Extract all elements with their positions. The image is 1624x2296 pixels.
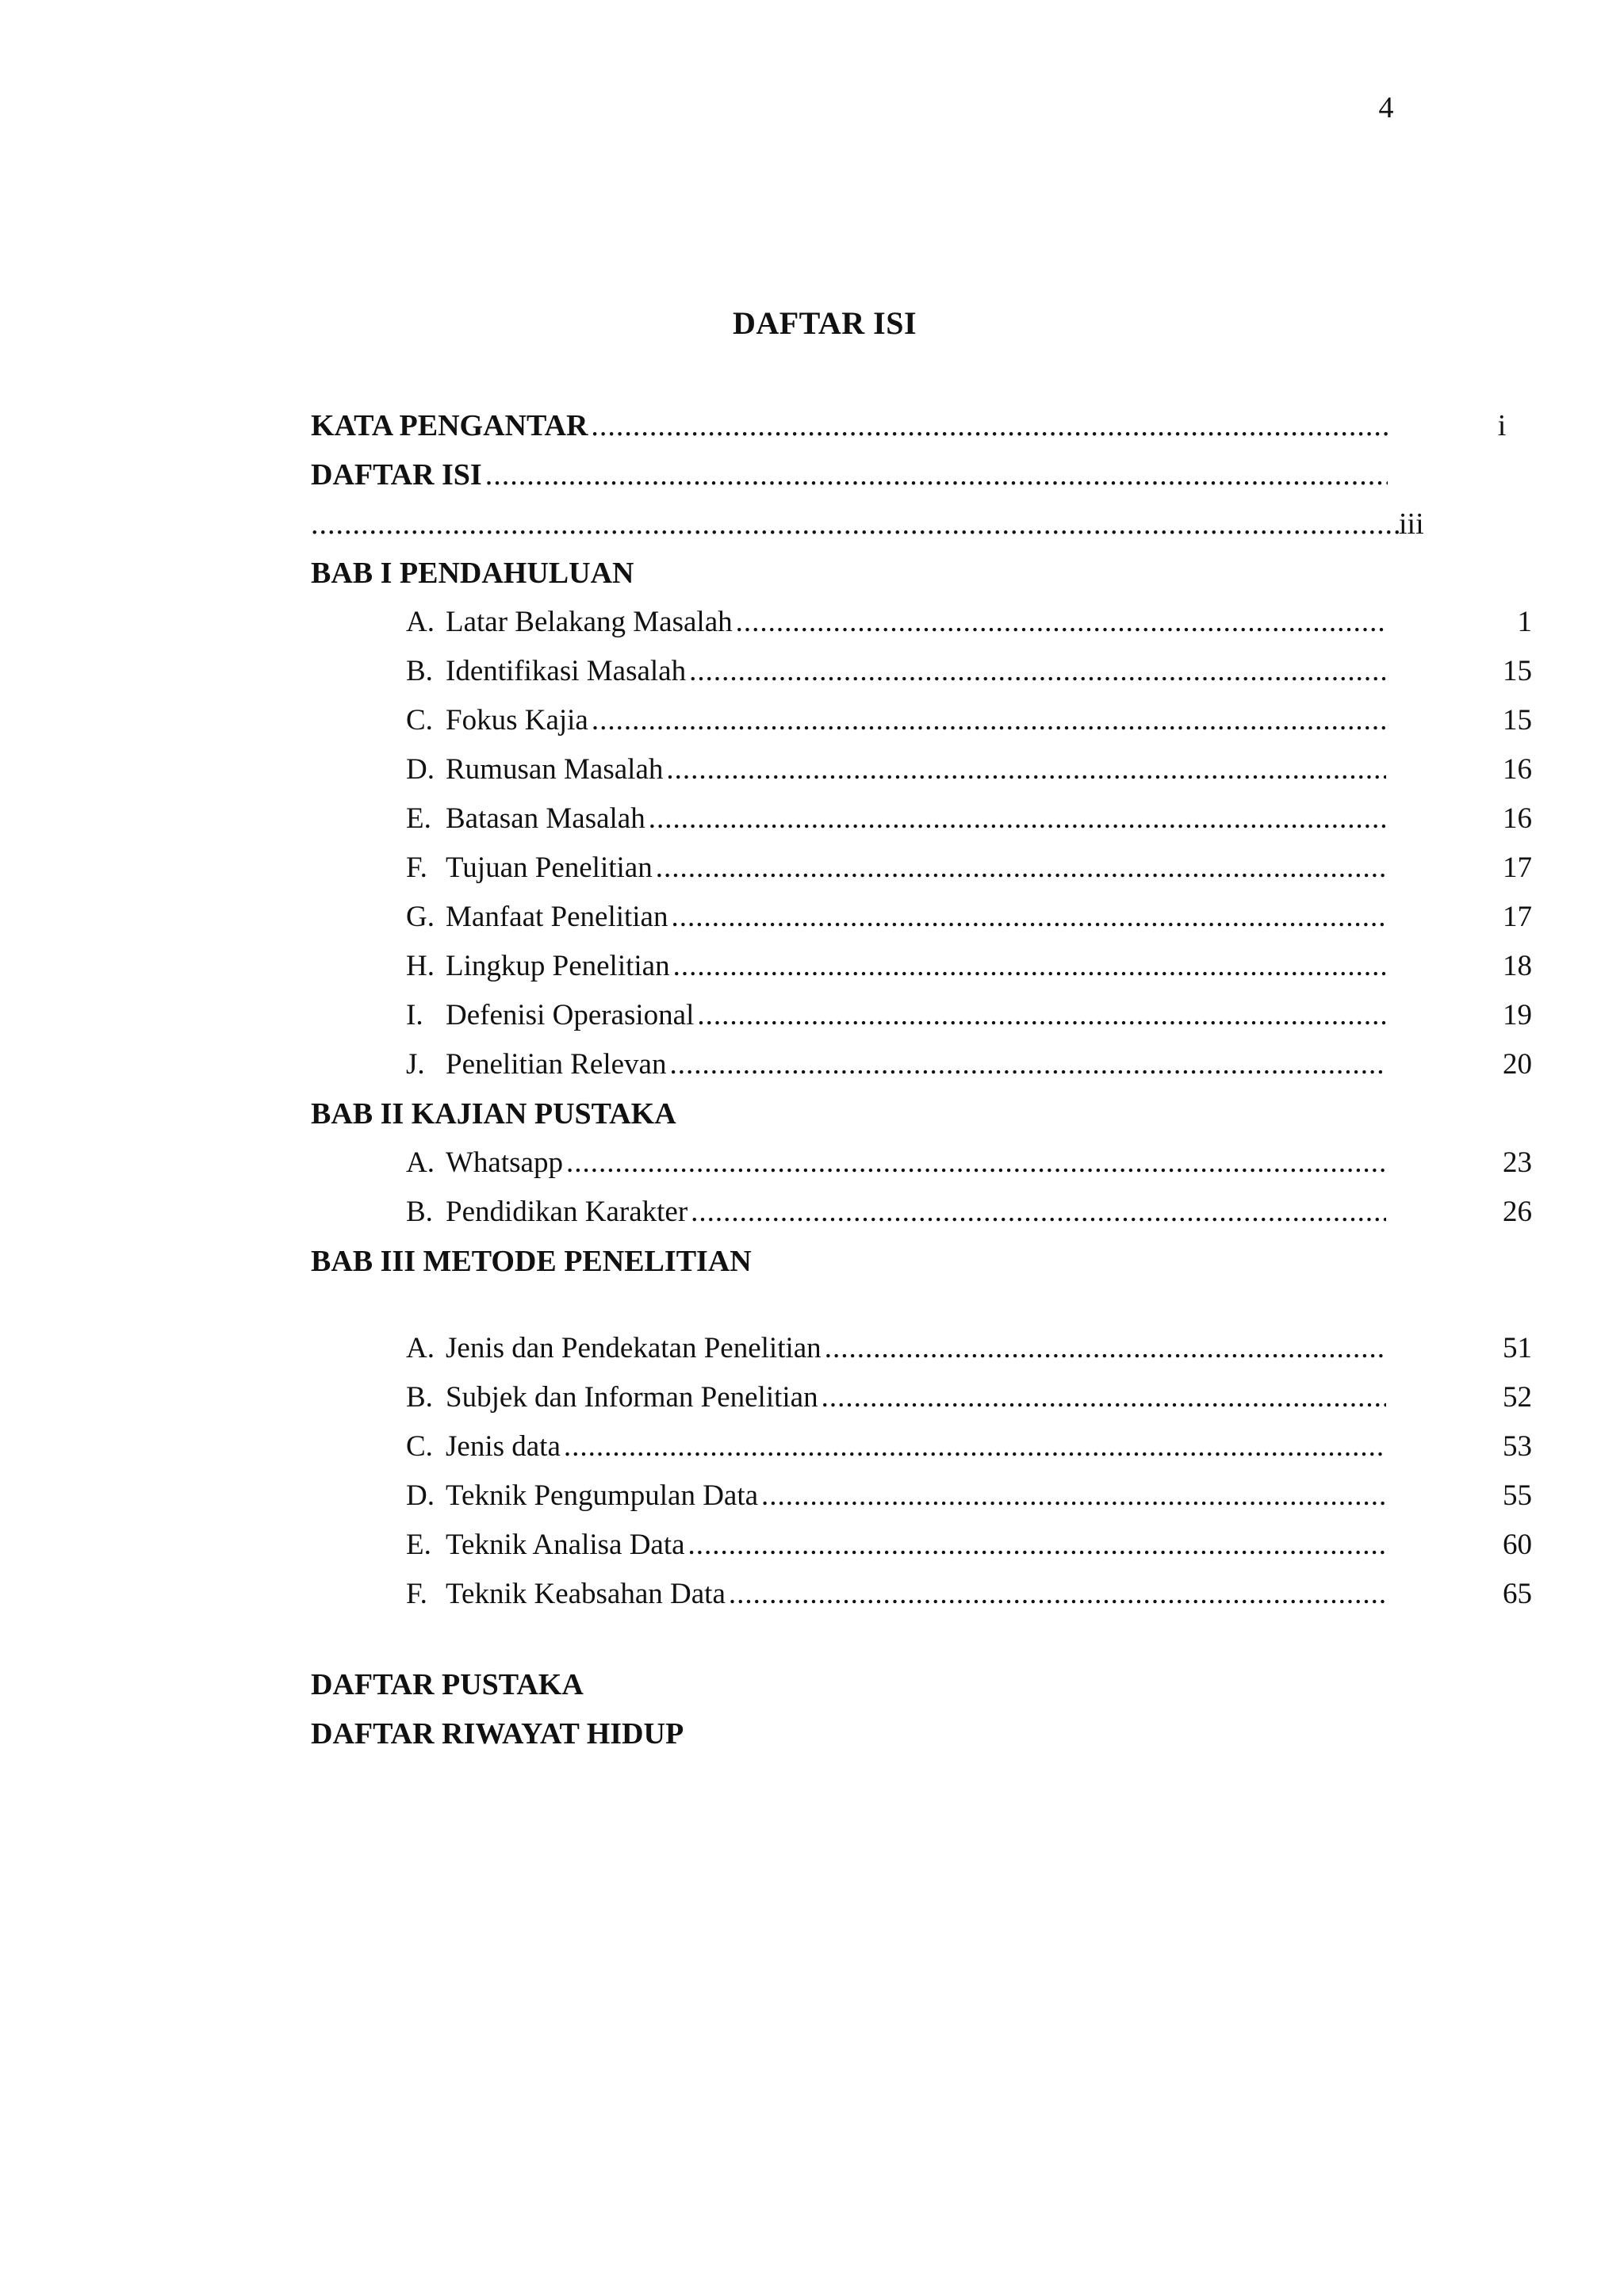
- toc-entry-daftar-riwayat-hidup: DAFTAR RIWAYAT HIDUP: [311, 1717, 684, 1751]
- toc-subentry-text: Jenis data: [446, 1430, 561, 1463]
- toc-subentry: [311, 1570, 1532, 1619]
- page-number: 4: [1378, 91, 1394, 124]
- toc-subentry-text: Jenis dan Pendekatan Penelitian: [446, 1332, 822, 1364]
- toc-subentry: [311, 1040, 1532, 1089]
- toc-subentry-label: [406, 942, 673, 991]
- dot-leader: [729, 1570, 1386, 1619]
- toc-subentry: [311, 1373, 1532, 1422]
- toc-subentry: [311, 893, 1532, 942]
- toc-subentry: [311, 1188, 1532, 1237]
- toc-subentry-text: Teknik Analisa Data: [446, 1529, 685, 1561]
- toc-chapter-bab-3-items: [311, 1324, 1532, 1619]
- toc-subentry-letter: D.: [406, 1479, 435, 1512]
- toc-subentry-text: Lingkup Penelitian: [446, 950, 670, 982]
- toc-subentry-text: Penelitian Relevan: [446, 1048, 667, 1081]
- toc-subentry-label: [406, 991, 697, 1040]
- toc-subentry-letter: A.: [406, 606, 435, 638]
- toc-subentry-label: [406, 1422, 564, 1471]
- dot-leader: [673, 942, 1386, 991]
- page-title: DAFTAR ISI: [732, 305, 917, 341]
- toc-subentry-label: [406, 1373, 822, 1422]
- toc-subentry-label: [406, 696, 592, 745]
- toc-subentry-label: [406, 745, 666, 794]
- dot-leader: [761, 1471, 1386, 1521]
- dot-leader: [311, 499, 1399, 549]
- toc-subentry-text: Pendidikan Karakter: [446, 1196, 688, 1228]
- toc-subentry: [311, 1422, 1532, 1471]
- toc-subentry-label: [406, 1040, 669, 1089]
- toc-subentry-letter: C.: [406, 704, 433, 737]
- toc-subentry: [311, 1324, 1532, 1373]
- toc-chapter-bab-1: BAB I PENDAHULUAN: [311, 557, 634, 590]
- toc-subentry: [311, 647, 1532, 696]
- toc-subentry-page: 26: [1503, 1196, 1532, 1228]
- toc-subentry-letter: G.: [406, 901, 435, 933]
- toc-subentry-label: [406, 1471, 761, 1521]
- dot-leader: [697, 991, 1386, 1040]
- dot-leader: [669, 1040, 1386, 1089]
- toc-subentry-label: [406, 1138, 566, 1188]
- spacer: [311, 1286, 1532, 1324]
- toc-subentry-letter: J.: [406, 1048, 425, 1081]
- dot-leader: [691, 1188, 1386, 1237]
- toc-subentry-letter: E.: [406, 802, 431, 835]
- toc-subentry-text: Teknik Pengumpulan Data: [446, 1479, 759, 1512]
- toc-subentry-page: 16: [1503, 802, 1532, 835]
- toc-subentry: [311, 942, 1532, 991]
- dot-leader: [822, 1373, 1386, 1422]
- toc-subentry-letter: C.: [406, 1430, 433, 1463]
- toc-subentry-text: Subjek dan Informan Penelitian: [446, 1381, 818, 1414]
- toc-entry-daftar-pustaka: DAFTAR PUSTAKA: [311, 1668, 584, 1701]
- toc-subentry-text: Teknik Keabsahan Data: [446, 1578, 726, 1610]
- toc-subentry-letter: H.: [406, 950, 435, 982]
- dot-leader: [736, 598, 1386, 647]
- toc-subentry-text: Whatsapp: [446, 1146, 563, 1179]
- dot-leader: [485, 450, 1388, 499]
- toc-subentry: [311, 991, 1532, 1040]
- toc-subentry-page: 53: [1503, 1430, 1532, 1463]
- toc-subentry-label: [406, 1521, 688, 1570]
- toc-entry-page: i: [1497, 409, 1507, 442]
- toc-entry-page: iii: [1399, 507, 1424, 541]
- toc-subentry-label: [406, 1188, 691, 1237]
- toc-subentry-page: 19: [1503, 999, 1532, 1031]
- toc-subentry-text: Latar Belakang Masalah: [446, 606, 733, 638]
- toc-chapter-bab-2: BAB II KAJIAN PUSTAKA: [311, 1097, 676, 1131]
- toc-subentry: [311, 745, 1532, 794]
- toc-subentry-page: 17: [1503, 901, 1532, 933]
- dot-leader: [688, 1521, 1386, 1570]
- dot-leader: [591, 401, 1388, 450]
- toc-subentry-label: [406, 598, 736, 647]
- toc-entry-label: KATA PENGANTAR: [311, 401, 591, 450]
- toc-entry-label: DAFTAR ISI: [311, 450, 485, 499]
- dot-leader: [649, 794, 1386, 844]
- dot-leader: [592, 696, 1386, 745]
- toc-subentry: [311, 1138, 1532, 1188]
- toc-subentry-page: 15: [1503, 655, 1532, 687]
- toc-subentry: [311, 598, 1532, 647]
- toc-subentry-page: 55: [1503, 1479, 1532, 1512]
- toc-subentry-text: Tujuan Penelitian: [446, 851, 653, 884]
- toc-subentry-letter: B.: [406, 1381, 433, 1414]
- toc-subentry-page: 1: [1517, 606, 1532, 638]
- toc-subentry-page: 60: [1503, 1529, 1532, 1561]
- toc-subentry-page: 17: [1503, 851, 1532, 884]
- toc-subentry-letter: B.: [406, 655, 433, 687]
- toc-chapter-bab-2-items: [311, 1138, 1532, 1237]
- toc-subentry: [311, 794, 1532, 844]
- toc-subentry-text: Batasan Masalah: [446, 802, 645, 835]
- dot-leader: [671, 893, 1386, 942]
- dot-leader: [825, 1324, 1386, 1373]
- dot-leader: [564, 1422, 1386, 1471]
- toc-subentry-letter: B.: [406, 1196, 433, 1228]
- toc-subentry-label: [406, 893, 671, 942]
- toc-subentry-page: 15: [1503, 704, 1532, 737]
- table-of-contents: [311, 401, 1532, 1758]
- dot-leader: [689, 647, 1386, 696]
- toc-subentry-letter: E.: [406, 1529, 431, 1561]
- toc-subentry-page: 16: [1503, 753, 1532, 786]
- toc-subentry-text: Manfaat Penelitian: [446, 901, 668, 933]
- toc-subentry-label: [406, 844, 656, 893]
- toc-subentry-page: 51: [1503, 1332, 1532, 1364]
- toc-subentry: [311, 696, 1532, 745]
- toc-subentry-letter: A.: [406, 1146, 435, 1179]
- toc-subentry-letter: F.: [406, 1578, 427, 1610]
- toc-subentry-page: 18: [1503, 950, 1532, 982]
- toc-subentry-letter: F.: [406, 851, 427, 884]
- toc-chapter-bab-1-items: [311, 598, 1532, 1089]
- toc-entry-daftar-isi-continuation: [311, 499, 1532, 549]
- toc-subentry-text: Defenisi Operasional: [446, 999, 695, 1031]
- toc-subentry-page: 52: [1503, 1381, 1532, 1414]
- spacer: [311, 1619, 1532, 1660]
- toc-entry-daftar-isi: [311, 450, 1532, 499]
- toc-subentry-letter: A.: [406, 1332, 435, 1364]
- toc-subentry-label: [406, 1324, 825, 1373]
- toc-chapter-bab-3: BAB III METODE PENELITIAN: [311, 1245, 752, 1278]
- toc-entry-kata-pengantar: [311, 401, 1532, 450]
- toc-subentry-label: [406, 1570, 729, 1619]
- toc-subentry: [311, 1471, 1532, 1521]
- toc-subentry-letter: I.: [406, 999, 423, 1031]
- toc-subentry-label: [406, 647, 689, 696]
- toc-subentry: [311, 844, 1532, 893]
- dot-leader: [656, 844, 1386, 893]
- toc-subentry-text: Rumusan Masalah: [446, 753, 664, 786]
- dot-leader: [566, 1138, 1386, 1188]
- toc-subentry-page: 20: [1503, 1048, 1532, 1081]
- toc-subentry-label: [406, 794, 649, 844]
- toc-subentry-text: Fokus Kajia: [446, 704, 588, 737]
- toc-subentry-page: 65: [1503, 1578, 1532, 1610]
- toc-subentry-letter: D.: [406, 753, 435, 786]
- dot-leader: [666, 745, 1386, 794]
- toc-subentry: [311, 1521, 1532, 1570]
- toc-subentry-text: Identifikasi Masalah: [446, 655, 687, 687]
- toc-subentry-page: 23: [1503, 1146, 1532, 1179]
